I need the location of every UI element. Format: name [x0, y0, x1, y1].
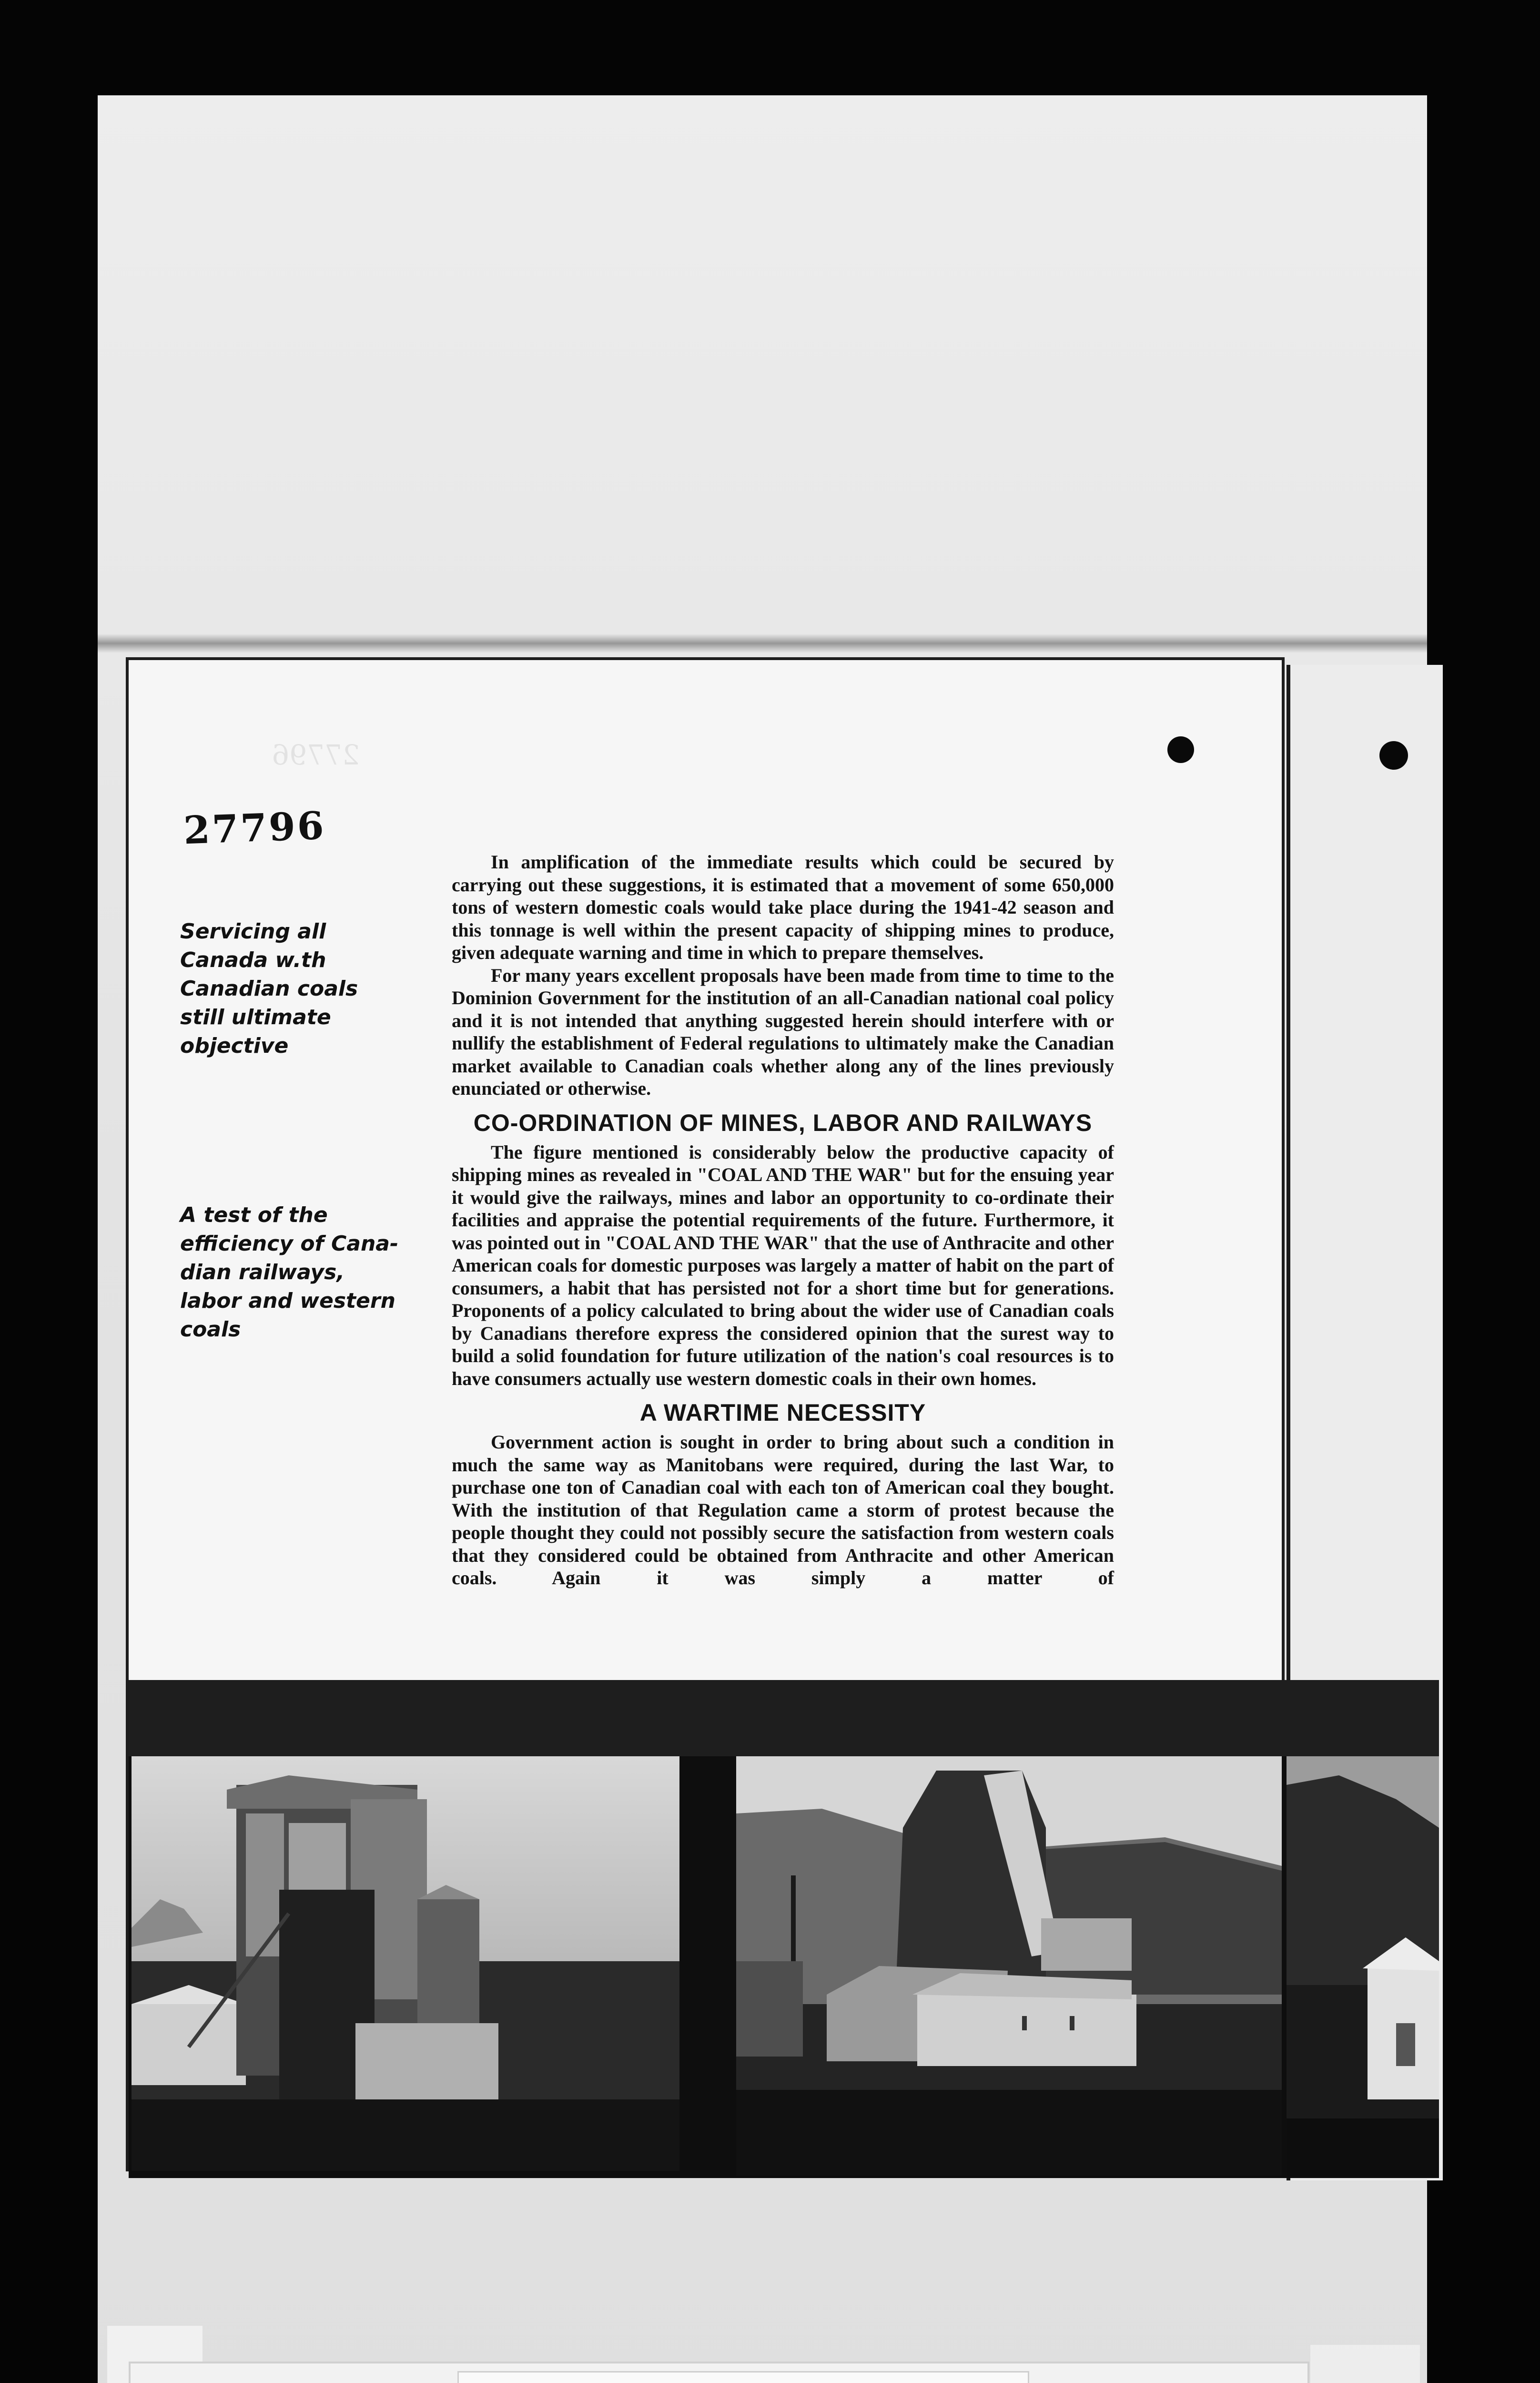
margin-note-test: A test of the efficiency of Cana-dian railways, labor and western coals: [180, 1203, 399, 1342]
mine-building-photo-strip: [1287, 1756, 1439, 2176]
body-text: [452, 851, 1114, 1589]
next-page-punch-hole: [1379, 741, 1408, 770]
paragraph-proposals: For many years excellent proposals have been made from time to time to the Dominion Government for the institution of an all-Canadian national coal policy and it is not intended that anything suggested herein should interfere with or nullify the establishment of Federal regulations to ultimately make the Canadian market available to Canadian coals whether along any of the lines previously enunciated or otherwise.: [452, 964, 1114, 1099]
margin-note-servicing: Servicing all Canada w.th Canadian coals still ultimate objective: [180, 919, 358, 1058]
volume-slip: [457, 2371, 1029, 2383]
mine-building-photo-strip-image: [1287, 1756, 1439, 2176]
paragraph-figure: The figure mentioned is considerably below the productive capacity of shipping mines as revealed in "COAL AND THE WAR" but for the ensuing year it would give the railways, mines and labor an opportunity to co-ordinate their facilities and appraise the potential requirements of the future. Furthermore, it was pointed out in "COAL AND THE WAR" that the use of Anthracite and other American coals for domestic purposes was largely a matter of habit on the part of consumers, a habit that has persisted not for a short time but for generations. Proponents of a policy calculated to bring about the wider use of Canadian coals by Canadians therefore express the considered opinion that the surest way to build a solid foundation for future utilization of the nation's coal resources is to have consumers actually use western domestic coals in their own homes.: [452, 1141, 1114, 1389]
stamp-number: 27796: [182, 803, 326, 853]
heading-wartime: A WARTIME NECESSITY: [639, 1399, 926, 1426]
backing-fold-shadow: [98, 634, 1427, 653]
coal-tipple-photo-left: [132, 1756, 679, 2171]
tape-right: [1310, 2345, 1420, 2383]
heading-coordination: CO-ORDINATION OF MINES, LABOR AND RAILWAYS: [473, 1109, 1093, 1136]
photo-band-header: [129, 1680, 1439, 1756]
paragraph-amplification: In amplification of the immediate results which could be secured by carrying out these suggestions, it is estimated that a movement of some 650,000 tons of western domestic coals would take place during the 1941-42 season and this tonnage is well within the present capacity of shipping mines to produce, given adequate warning and time in which to prepare themselves.: [452, 851, 1114, 963]
paragraph-government: Government action is sought in order to bring about such a condition in much the same way as Manitobans were required, during the last War, to purchase one ton of Canadian coal with each ton of American coal they bought. With the institution of that Regulation came a storm of protest because the people thought they could not possibly secure the satisfaction from western coals that they considered could be obtained from Anthracite and other American coals. Again it was simply a matter of: [452, 1431, 1114, 1589]
bleed-through-number: 27796: [272, 739, 360, 771]
coal-tipple-photo-left-image: [132, 1756, 679, 2171]
punch-hole: [1167, 736, 1194, 763]
coal-tipple-photo-right: [736, 1756, 1282, 2176]
coal-tipple-photo-right-image: [736, 1756, 1282, 2176]
